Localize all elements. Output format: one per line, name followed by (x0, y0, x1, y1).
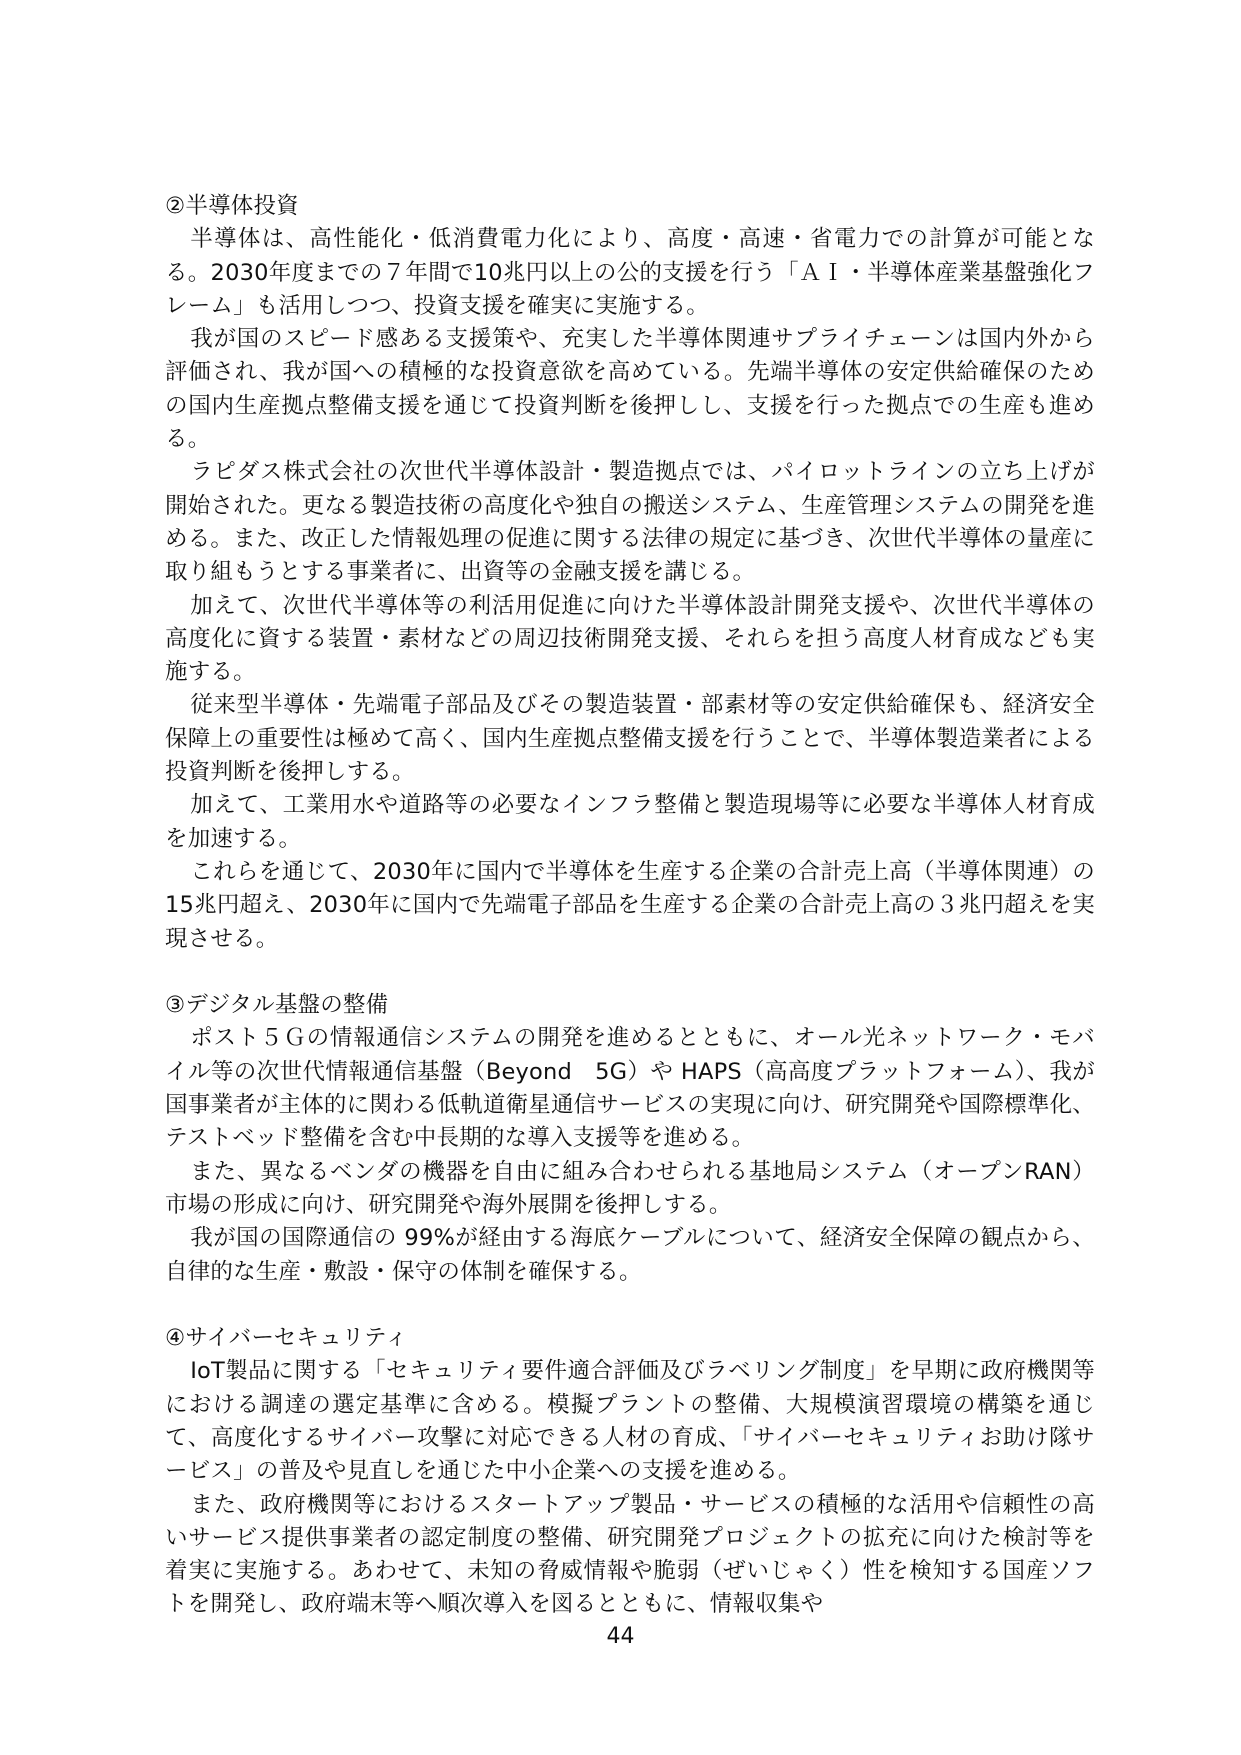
paragraph: 我が国のスピード感ある支援策や、充実した半導体関連サプライチェーンは国内外から評価され、我が国への積極的な投資意欲を高めている。先端半導体の安定供給確保のための国内生産拠点整備支援を通じて投資判断を後押しし、支援を行った拠点での生産も進める。 (165, 326, 1095, 453)
section-spacer (165, 1289, 1095, 1322)
paragraph: IoT製品に関する「セキュリティ要件適合評価及びラベリング制度」を早期に政府機関等における調達の選定基準に含める。模擬プラントの整備、大規模演習環境の構築を通じて、高度化するサイバー攻撃に対応できる人材の育成、「サイバーセキュリティお助け隊サービス」の普及や見直しを通じた中小企業への支援を進める。 (165, 1358, 1095, 1485)
paragraph: 加えて、次世代半導体等の利活用促進に向けた半導体設計開発支援や、次世代半導体の高度化に資する装置・素材などの周辺技術開発支援、それらを担う高度人材育成なども実施する。 (165, 592, 1095, 686)
paragraph: また、異なるベンダの機器を自由に組み合わせられる基地局システム（オープンRAN）市場の形成に向け、研究開発や海外展開を後押しする。 (165, 1158, 1095, 1218)
section-heading: ③デジタル基盤の整備 (165, 992, 389, 1019)
paragraph: 我が国の国際通信の 99%が経由する海底ケーブルについて、経済安全保障の観点から、自律的な生産・敷設・保守の体制を確保する。 (165, 1225, 1095, 1285)
section-spacer (165, 956, 1095, 989)
paragraph: 従来型半導体・先端電子部品及びその製造装置・部素材等の安定供給確保も、経済安全保障上の重要性は極めて高く、国内生産拠点整備支援を行うことで、半導体製造業者による投資判断を後押しする。 (165, 692, 1095, 786)
section-heading: ④サイバーセキュリティ (165, 1325, 408, 1352)
paragraph: また、政府機関等におけるスタートアップ製品・サービスの積極的な活用や信頼性の高いサービス提供事業者の認定制度の整備、研究開発プロジェクトの拡充に向けた検討等を着実に実施する。あわせて、未知の脅威情報や脆弱（ぜいじゃく）性を検知する国産ソフトを開発し、政府端末等へ順次導入を図るとともに、情報収集や (165, 1491, 1095, 1618)
paragraph: 半導体は、高性能化・低消費電力化により、高度・高速・省電力での計算が可能となる。2030年度までの７年間で10兆円以上の公的支援を行う「ＡＩ・半導体産業基盤強化フレーム」も活用しつつ、投資支援を確実に実施する。 (165, 226, 1095, 319)
section-cybersecurity (165, 1322, 1095, 1622)
section-heading: ②半導体投資 (165, 193, 299, 219)
paragraph: ラピダス株式会社の次世代半導体設計・製造拠点では、パイロットラインの立ち上げが開始された。更なる製造技術の高度化や独自の搬送システム、生産管理システムの開発を進める。また、改正した情報処理の促進に関する法律の規定に基づき、次世代半導体の量産に取り組もうとする事業者に、出資等の金融支援を講じる。 (165, 459, 1095, 586)
page-number: 44 (606, 1624, 635, 1649)
paragraph: 加えて、工業用水や道路等の必要なインフラ整備と製造現場等に必要な半導体人材育成を加速する。 (165, 792, 1095, 852)
paragraph: これらを通じて、2030年に国内で半導体を生産する企業の合計売上高（半導体関連）の15兆円超え、2030年に国内で先端電子部品を生産する企業の合計売上高の３兆円超えを実現させる。 (165, 858, 1095, 952)
section-semiconductor-investment (165, 190, 1095, 956)
paragraph: ポスト５Ｇの情報通信システムの開発を進めるとともに、オール光ネットワーク・モバイル等の次世代情報通信基盤（Beyond 5G）や HAPS（高高度プラットフォーム）、我が国事業者が主体的に関わる低軌道衛星通信サービスの実現に向け、研究開発や国際標準化、テストベッド整備を含む中長期的な導入支援等を進める。 (165, 1025, 1095, 1152)
section-digital-infrastructure (165, 989, 1095, 1289)
body-text (165, 190, 1095, 1622)
